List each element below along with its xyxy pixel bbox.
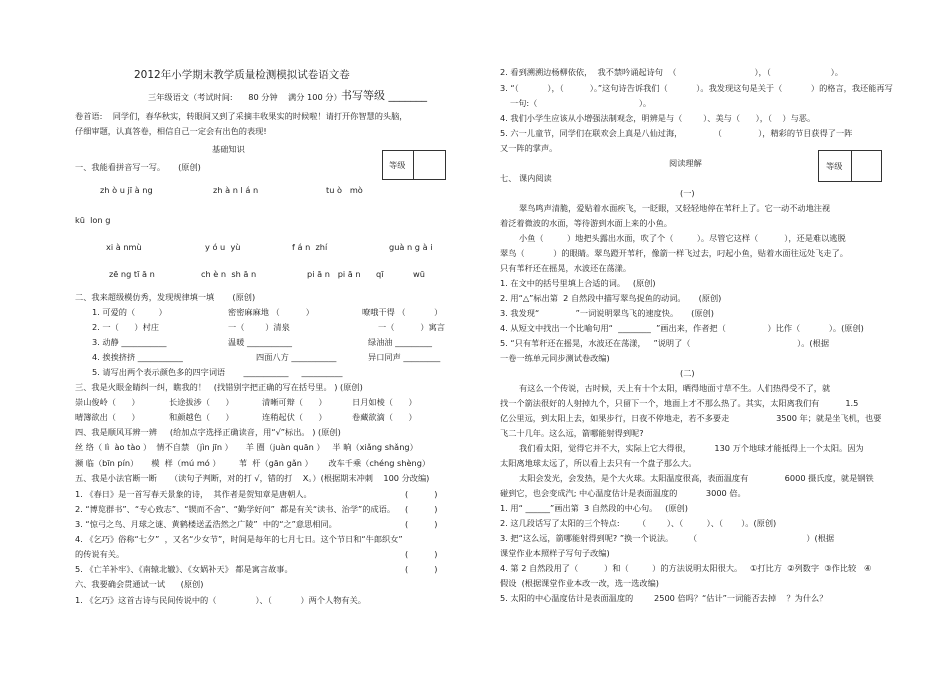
p2-question-4b: 假设 (根据课堂作业本改一改，选一选改编) (500, 578, 659, 588)
p1-question-5: 5. “只有苇秆还在摇晃，水波还在荡漾， ”说明了（ ）。(根据 (500, 338, 830, 348)
p1-line-4: 翠鸟（ ）的眼睛。翠鸟蹬开苇秆，像箭一样飞过去，叼起小鱼，贴着水面往远处飞走了。 (500, 248, 848, 258)
p2-question-4: 4. 第 2 自然段用了（ ）和（ ）的方法说明太阳很大。 ①打比方 ②列数字 ③作比较 ④ (500, 563, 872, 573)
q5-item-4: 4. 《乞巧》俗称“七夕” ，又名“少女节”，时间是每年的七月七日。这个节日和“牛郎织女” (75, 534, 403, 544)
q3-row2-d: 卷藏欲滴（ ） (352, 412, 417, 422)
r-line-2: 3. “（ ），（ ）。”这句诗告诉我们（ ）。我发现这句是关于（ ）的格言，我还能再写 (500, 83, 893, 93)
passage-1-heading: (一) (680, 188, 695, 198)
q2-line2-c: 一（ ）寓言 (378, 322, 445, 332)
p2-line-4: 飞二十几年。这么远，箭哪能射得到呢? (500, 428, 644, 438)
p2-line-5: 我们看太阳，觉得它并不大，实际上它大得很， 130 万个地球才能抵得上一个太阳。因为 (519, 443, 864, 453)
exam-subtitle: 三年级语文（考试时间: 80 分钟 满分 100 分） (148, 92, 342, 102)
grade-label-left: 等级 (389, 160, 406, 170)
q5-item-2: 2. “博览群书”、“专心致志”、“锲而不舍”、“勤学好问” 都是有关“读书、治学”的成语。 (75, 504, 396, 514)
pinyin-5: xi à nmù (106, 242, 142, 252)
pinyin-7: f á n zhí (292, 242, 328, 252)
pinyin-11: pi ā n pi ā n (307, 269, 361, 279)
p2-line-6: 太阳离地球太远了，所以看上去只有一个盘子那么大。 (500, 458, 697, 468)
p1-line-3: 小鱼（ ）地把头露出水面，吹了个（ ）。尽管它这样（ ），还是难以逃脱 (519, 233, 846, 243)
passage-2-heading: (二) (680, 368, 695, 378)
q3-row2-c: 连稍起伏（ ） (262, 412, 327, 422)
pinyin-2: zh à n l á n (213, 185, 259, 195)
q5-paren-4: ( ) (405, 549, 438, 559)
q5-item-4b: 的传说有关。 (75, 549, 125, 559)
question-1: 一、我能看拼音写一写。 (原创) (75, 162, 201, 172)
q5-paren-1: ( ) (405, 489, 438, 499)
p2-line-7: 太阳会发光，会发热，是个大火球。太阳温度很高，表面温度有 6000 摄氏度，就是钢铁 (519, 473, 874, 483)
question-3: 三、我是火眼金睛纠一纠，瞧我的！ (找错别字把正确的写在括号里。 ) (原创) (75, 382, 363, 392)
q4-line2: 濒 临（bīn pín） 模 样（mú mó ） 苇 杆（gān gǎn ） 改车千乘（chéng shèng） (75, 458, 431, 468)
q2-line3-b: 温暖 ___________ (228, 337, 293, 347)
r-line-1: 2. 看到溯溯边杨柳依依， 我不禁吟诵起诗句 （ ），（ ）。 (500, 67, 843, 77)
p1-question-4: 4. 从短文中找出一个比喻句用“ ________ ”画出来，作者把（ ）比作（ ）。(原创) (500, 323, 864, 333)
pinyin-1: zh ò u jī à ng (100, 185, 153, 195)
question-5: 五、我是小法官断一断 （读句子判断，对的打 √，错的打 X。）(根据期末冲刺 100 分改编) (75, 473, 430, 483)
q3-row1-a: 崇山俊岭（ ） (75, 397, 140, 407)
q3-row1-b: 长途拔涉（ ） (169, 397, 234, 407)
p1-question-5b: 一卷一练单元同步测试卷改编) (500, 353, 610, 363)
q5-paren-5: ( ) (405, 564, 438, 574)
p2-question-1: 1. 用“ ______”画出第 3 自然段的中心句。 (原创) (500, 503, 688, 513)
p2-question-2: 2. 这几段话写了太阳的三个特点: （ ）、（ ）、（ ）。(原创) (500, 518, 777, 528)
q2-line1-c: 嘹哦干得 （ ） (362, 307, 443, 317)
grade-label-right: 等级 (826, 161, 843, 171)
r-line-6: 又一阵的掌声。 (500, 143, 558, 153)
p2-line-8: 碰到它，也会变成汽; 中心温度估计是表面温度的 3000 倍。 (500, 488, 746, 498)
q3-row1-c: 清晰可辩（ ） (262, 397, 327, 407)
q2-line4-a: 4. 挨挨挤挤 ___________ (92, 352, 183, 362)
pinyin-13: wū (413, 269, 425, 279)
q2-line3-c: 绿油油 _________ (368, 337, 433, 347)
pinyin-9: zē ng tī ā n (109, 269, 155, 279)
q5-paren-3: ( ) (405, 519, 438, 529)
p2-line-3: 亿公里远，到太阳上去，如果步行，日夜不停地走，若不多要走 3500 年；就是坐飞机，也要 (500, 413, 882, 423)
question-7: 七、 课内阅读 (500, 173, 552, 183)
p1-line-5: 只有苇秆还在摇晃，水波还在荡漾。 (500, 263, 632, 273)
q3-row2-a: 晴簿欲出（ ） (75, 412, 140, 422)
q2-line5: 5. 请写出两个表示颜色多的四字词语 ___________ __________ (92, 367, 343, 377)
q6-line1: 1. 《乞巧》这首古诗与民间传说中的（ ）、（ ）两个人物有关。 (75, 595, 366, 605)
q3-row2-b: 和颜越色（ ） (169, 412, 234, 422)
p2-line-1: 有这么一个传说，古时候，天上有十个太阳，晒得地面寸草不生。人们热得受不了，就 (519, 383, 831, 393)
q2-line4-c: 异口同声 _________ (368, 352, 441, 362)
q2-line2-b: 一（ ）清泉 (228, 322, 290, 332)
p1-question-2: 2. 用“△”标出第 2 自然段中描写翠鸟捉鱼的动词。 (原创) (500, 293, 722, 303)
p1-line-1: 翠鸟鸣声清脆，爱贴着水面疾飞，一眨眼，又轻轻地停在苇秆上了。它一动不动地注视 (519, 203, 831, 213)
p1-question-1: 1. 在文中的括号里填上合适的词。 (原创) (500, 278, 656, 288)
q2-line4-b: 四面八方 ___________ (256, 352, 337, 362)
preface-line-2: 仔细审题，认真答卷，相信自己一定会有出色的表现! (75, 126, 267, 136)
q5-paren-2: ( ) (405, 504, 438, 514)
q2-line1-a: 1. 可爱的（ ） (92, 307, 167, 317)
pinyin-10: ch è n sh ā n (201, 269, 257, 279)
pinyin-3: tu ò mò (326, 185, 363, 195)
p2-question-3: 3. 把“这么远，箭哪能射得到呢? ”换一个说法。 （ ）(根据 (500, 533, 835, 543)
question-4: 四、我是顺风耳辨一辨 (给加点字选择正确读音，用“√”标出。 ) (原创) (75, 427, 341, 437)
grade-box-right (818, 150, 882, 182)
q3-row1-d: 日月如棱（ ） (352, 397, 417, 407)
writing-grade: 书写等级 _______ (341, 89, 427, 102)
q5-item-5: 5. 《亡羊补牢》、《南辕北辙》、《女娲补天》 都是寓言故事。 (75, 564, 293, 574)
p2-question-3b: 课堂作业本照样子写句子改编) (500, 548, 610, 558)
question-2: 二、我来超级模仿秀，发现规律填一填 (原创) (75, 292, 256, 302)
p2-line-2: 找一个箭法很好的人射掉九个，只留下一个，地面上才不那么热了。其实，太阳离我们有 1.5 (500, 398, 859, 408)
preface-line-1: 卷首语: 同学们，春华秋实，转眼间又到了采摘丰收果实的时候啦！请打开你智慧的头脑， (75, 111, 408, 121)
q2-line2-a: 2. 一（ ）村庄 (92, 322, 159, 332)
pinyin-6: y ó u yù (205, 242, 241, 252)
exam-title: 2012年小学期末教学质量检测模拟试卷语文卷 (134, 69, 350, 81)
q4-line1: 丝 络（ lì ào tào ） 情不自禁 （jìn jīn ） 羊 圈（juàn quān ） 半 晌（xiǎng shǎng） (75, 442, 418, 452)
q2-line1-b: 密密麻麻地 （ ） (228, 307, 314, 317)
q5-item-1: 1. 《春日》是一首写春天景象的诗， 其作者是贺知章是唐朝人。 (75, 489, 312, 499)
pinyin-12: qī (376, 269, 384, 279)
q5-item-3: 3. “惊弓之鸟、月球之谜、黄鹤楼送孟浩然之广陵” 中的“之”意思相同。 (75, 519, 337, 529)
r-line-3: 一句:（ ）。 (510, 98, 652, 108)
question-6: 六、我要确会贯通试一试 (原创) (75, 579, 204, 589)
p2-question-5: 5. 太阳的中心温度估计是表面温度的 2500 倍吗？“估计”一词能否去掉 ？为什么？ (500, 593, 828, 603)
pinyin-8: guà n g à i (389, 242, 433, 252)
section-basic-knowledge: 基础知识 (212, 144, 245, 154)
section-reading: 阅读理解 (669, 158, 702, 168)
p1-line-2: 着泛着微波的水面，等待游到水面上来的小鱼。 (500, 218, 672, 228)
r-line-5: 5. 六一儿童节，同学们在联欢会上真是八仙过海， （ ），精彩的节目获得了一阵 (500, 128, 853, 138)
grade-box-left (382, 150, 446, 180)
q2-line3-a: 3. 动静 ___________ (92, 337, 167, 347)
pinyin-4: kū lon g (75, 215, 111, 225)
r-line-4: 4. 我们小学生应该从小增强法制观念，明辨是与（ ）、美与（ ），（ ）与恶。 (500, 113, 816, 123)
p1-question-3: 3. 我发现“ ”一词说明翠鸟飞的速度快。 (原创) (500, 308, 714, 318)
